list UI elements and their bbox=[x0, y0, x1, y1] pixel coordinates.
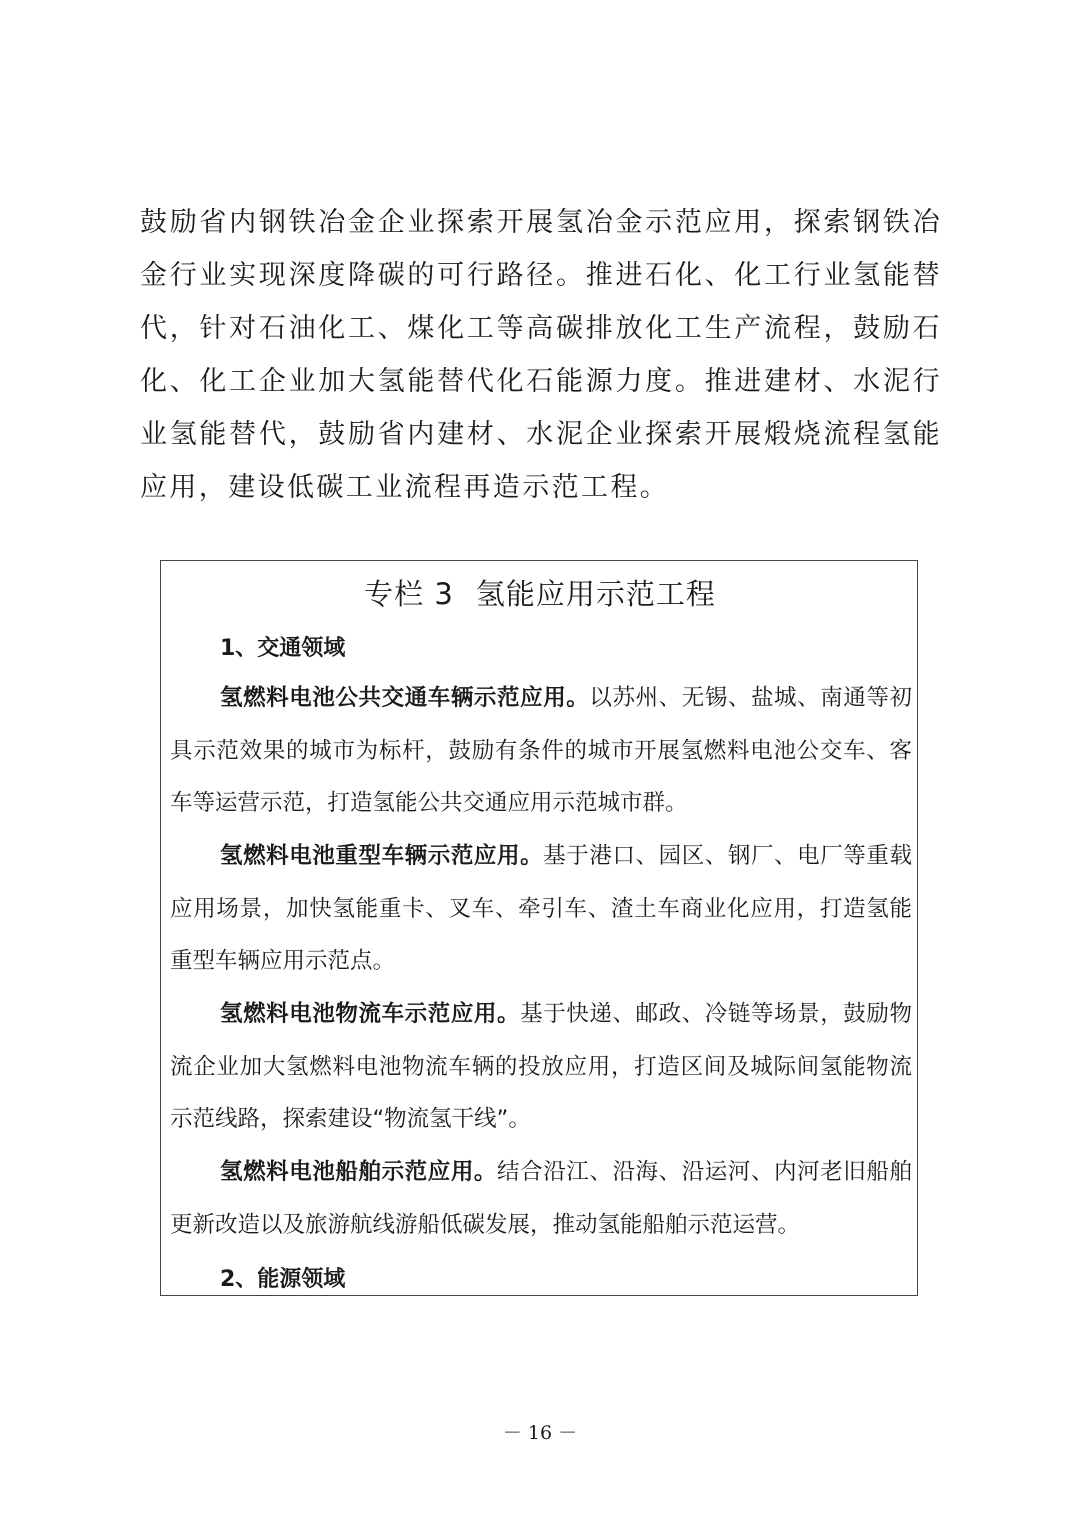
box-item bbox=[170, 1146, 912, 1251]
box-item-text: 结合沿江、沿海、沿运河、内河老旧船舶更新改造以及旅游航线游船低碳发展，推动氢能船舶示范运营。 bbox=[170, 1159, 912, 1238]
box-title bbox=[0, 572, 1080, 613]
box-item bbox=[170, 672, 912, 830]
box-item-text: 基于快递、邮政、冷链等场景，鼓励物流企业加大氢燃料电池物流车辆的投放应用，打造区间及城际间氢能物流示范线路，探索建设“物流氢干线”。 bbox=[170, 1001, 912, 1132]
section-heading-energy: 2、能源领域 bbox=[220, 1267, 346, 1292]
box-item-text: 基于港口、园区、钢厂、电厂等重载应用场景，加快氢能重卡、叉车、牵引车、渣土车商业化应用，打造氢能重型车辆应用示范点。 bbox=[170, 843, 912, 974]
box-item-title: 氢燃料电池公共交通车辆示范应用。 bbox=[220, 685, 590, 711]
box-item bbox=[170, 830, 912, 988]
page-number: － 16 － bbox=[502, 1422, 578, 1444]
body-paragraph: 鼓励省内钢铁冶金企业探索开展氢冶金示范应用，探索钢铁冶金行业实现深度降碳的可行路径。推进石化、化工行业氢能替代，针对石油化工、煤化工等高碳排放化工生产流程，鼓励石化、化工企业加大氢能替代化石能源力度。推进建材、水泥行业氢能替代，鼓励省内建材、水泥企业探索开展煅烧流程氢能应用，建设低碳工业流程再造示范工程。 bbox=[140, 207, 942, 503]
box-item bbox=[170, 988, 912, 1146]
box-item-text: 以苏州、无锡、盐城、南通等初具示范效果的城市为标杆，鼓励有条件的城市开展氢燃料电池公交车、客车等运营示范，打造氢能公共交通应用示范城市群。 bbox=[170, 685, 912, 816]
box-title-text: 氢能应用示范工程 bbox=[475, 577, 716, 611]
section-heading-transport: 1、交通领域 bbox=[220, 636, 346, 661]
box-item-title: 氢燃料电池重型车辆示范应用。 bbox=[220, 843, 544, 869]
box-item-title: 氢燃料电池物流车示范应用。 bbox=[220, 1001, 521, 1027]
box-item-title: 氢燃料电池船舶示范应用。 bbox=[220, 1159, 498, 1185]
box-title-number: 专栏 3 bbox=[364, 577, 454, 611]
